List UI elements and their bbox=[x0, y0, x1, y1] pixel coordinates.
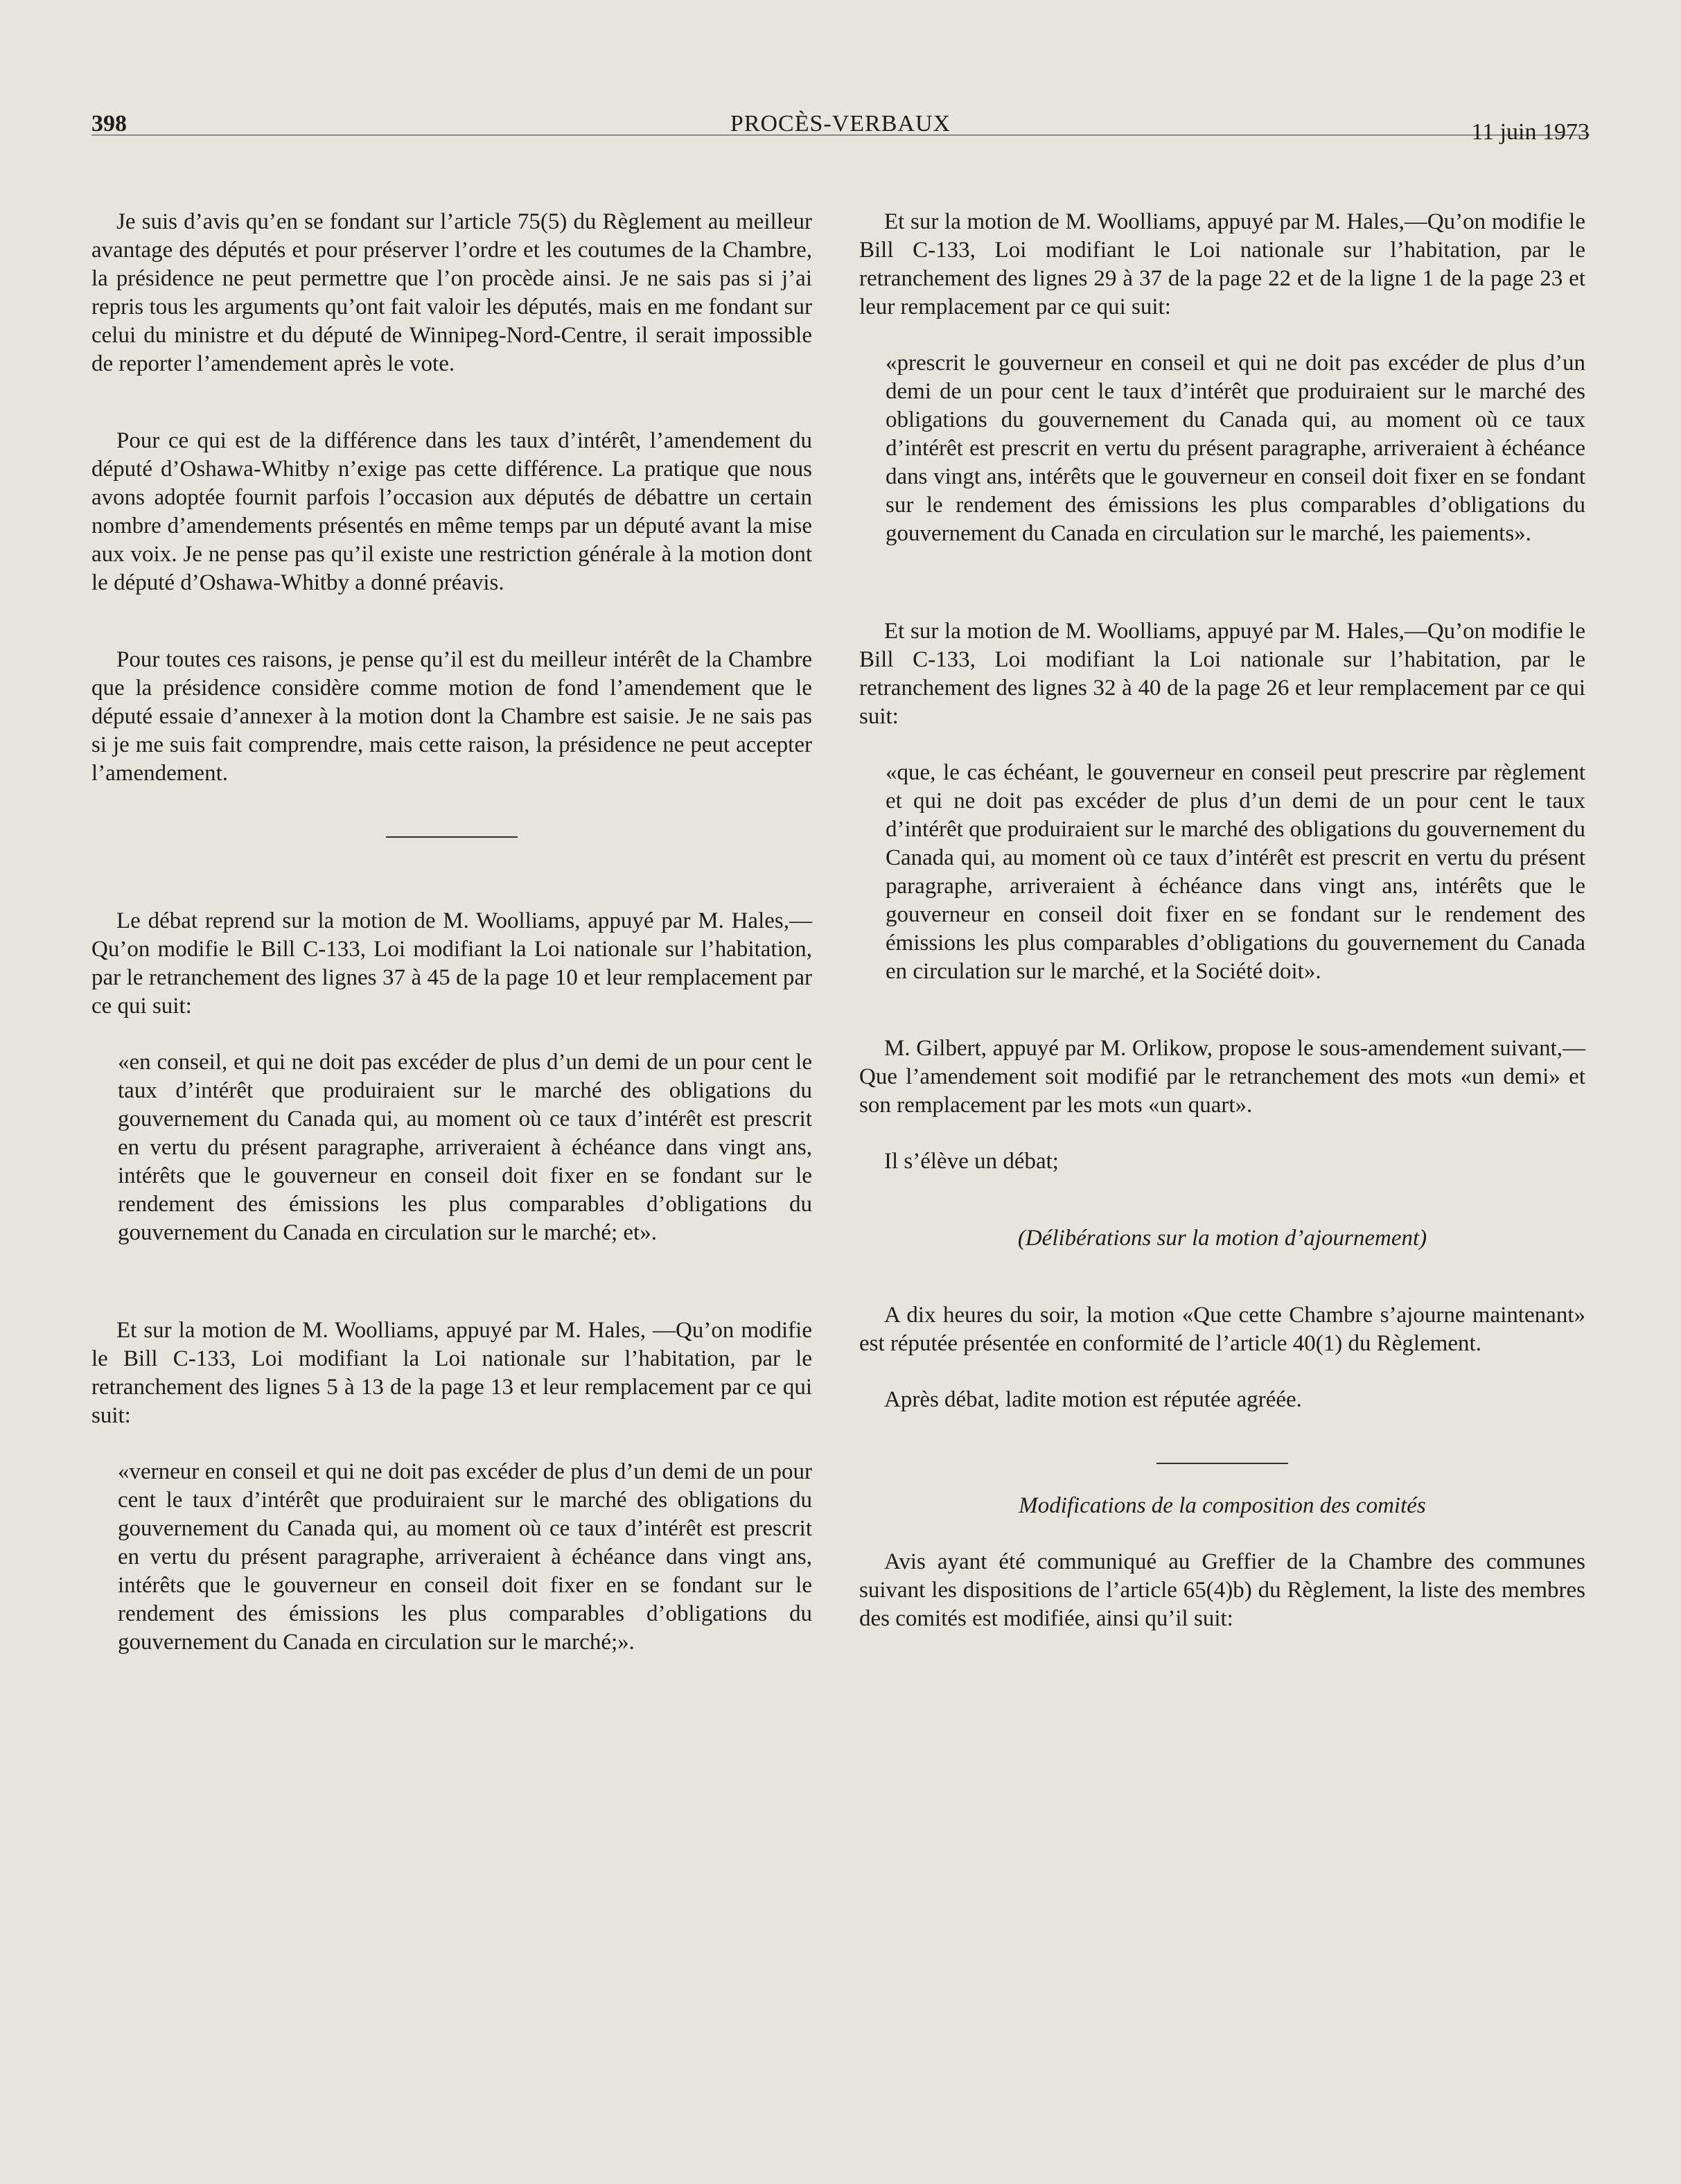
paragraph: M. Gilbert, appuyé par M. Orlikow, propose le sous-amendement suivant,—Que l’amendement soit modifié par le retranchement des mots «un demi» et son remplacement par les mots «un quart». bbox=[859, 1036, 1585, 1118]
page-header bbox=[91, 111, 1590, 152]
paragraph: Pour ce qui est de la différence dans les taux d’intérêt, l’amendement du député d’Oshawa-Whitby n’exige pas cette différence. La pratique que nous avons adoptée fournit parfois l’occasion aux députés de débattre un certain nombre d’amendements présentés en même temps par un député avant la mise aux voix. Je ne pense pas qu’il existe une restriction générale à la motion dont le député d’Oshawa-Whitby a donné préavis. bbox=[91, 428, 812, 595]
section-heading: (Délibérations sur la motion d’ajournement) bbox=[1017, 1226, 1427, 1251]
paragraph: Après débat, ladite motion est réputée agréée. bbox=[884, 1387, 1302, 1412]
paragraph: Avis ayant été communiqué au Greffier de la Chambre des communes suivant les dispositions de l’article 65(4)b) du Règlement, la liste des membres des comités est modifiée, ainsi qu’il suit: bbox=[859, 1549, 1585, 1631]
page-number: 398 bbox=[91, 111, 127, 136]
paragraph: Et sur la motion de M. Woolliams, appuyé par M. Hales,—Qu’on modifie le Bill C-133, Loi modifiant le Loi nationale sur l’habitation, par le retranchement des lignes 29 à 37 de la page 22 et de la ligne 1 de la page 23 et leur remplacement par ce qui suit: bbox=[859, 209, 1585, 319]
paragraph: A dix heures du soir, la motion «Que cette Chambre s’ajourne maintenant» est réputée présentée en conformité de l’article 40(1) du Règlement. bbox=[859, 1303, 1585, 1356]
paragraph: Pour toutes ces raisons, je pense qu’il est du meilleur intérêt de la Chambre que la présidence considère comme motion de fond l’amendement que le député essaie d’annexer à la motion dont la Chambre est saisie. Je ne sais pas si je me suis fait comprendre, mais cette raison, la présidence ne peut accepter l’amendement. bbox=[91, 647, 812, 786]
quoted-amendment: «verneur en conseil et qui ne doit pas excéder de plus d’un demi de un pour cent le taux d’intérêt que produiraient sur le marché des obligations du gouvernement du Canada qui, au moment où ce taux d’intérêt est prescrit en vertu du présent paragraphe, arriveraient à échéance dans vingt ans, intérêts que le gouverneur en conseil doit fixer en se fondant sur le rendement des émissions les plus comparables d’obligations du gouvernement du Canada en circulation sur le marché;». bbox=[118, 1459, 812, 1655]
header-date: 11 juin 1973 bbox=[1471, 119, 1590, 145]
quoted-amendment: «en conseil, et qui ne doit pas excéder de plus d’un demi de un pour cent le taux d’intérêt que produiraient sur le marché des obligations du gouvernement du Canada qui, au moment où ce taux d’intérêt est prescrit en vertu du présent paragraphe, arriveraient à échéance dans vingt ans, intérêts que le gouverneur en conseil doit fixer en se fondant sur le rendement des émissions les plus comparables d’obligations du gouvernement du Canada en circulation sur le marché; et». bbox=[118, 1050, 812, 1245]
paragraph: Il s’élève un débat; bbox=[884, 1149, 1059, 1174]
paragraph: Et sur la motion de M. Woolliams, appuyé par M. Hales, —Qu’on modifie le Bill C-133, Loi modifiant la Loi nationale sur l’habitation, par le retranchement des lignes 5 à 13 de la page 13 et leur remplacement par ce qui suit: bbox=[91, 1318, 812, 1428]
paragraph: Je suis d’avis qu’en se fondant sur l’article 75(5) du Règlement au meilleur avantage des députés et pour préserver l’ordre et les coutumes de la Chambre, la présidence ne peut permettre que l’on procède ainsi. Je ne sais pas si j’ai repris tous les arguments qu’ont fait valoir les députés, mais en me fondant sur celui du ministre et du député de Winnipeg-Nord-Centre, il serait impossible de reporter l’amendement après le vote. bbox=[91, 209, 812, 376]
quoted-amendment: «que, le cas échéant, le gouverneur en conseil peut prescrire par règlement et qui ne doit pas excéder de plus d’un demi de un pour cent le taux d’intérêt que produiraient sur le marché des obligations du gouvernement du Canada qui, au moment où ce taux d’intérêt est prescrit en vertu du présent paragraphe, arriveraient à échéance dans vingt ans, intérêts que le gouverneur en conseil doit fixer en se fondant sur le rendement des émissions les plus comparables d’obligations du gouvernement du Canada en circulation sur le marché, et la Société doit». bbox=[886, 760, 1585, 984]
quoted-amendment: «prescrit le gouverneur en conseil et qui ne doit pas excéder de plus d’un demi de un pour cent le taux d’intérêt que produiraient sur le marché des obligations du gouvernement du Canada qui, au moment où ce taux d’intérêt est prescrit en vertu du présent paragraphe, arriveraient à échéance dans vingt ans, intérêts que le gouverneur en conseil doit fixer en se fondant sur le rendement des émissions les plus comparables d’obligations du gouvernement du Canada en circulation sur le marché, les paiements». bbox=[886, 351, 1585, 546]
paragraph: Et sur la motion de M. Woolliams, appuyé par M. Hales,—Qu’on modifie le Bill C-133, Loi modifiant la Loi nationale sur l’habitation, par le retranchement des lignes 32 à 40 de la page 26 et leur remplacement par ce qui suit: bbox=[859, 619, 1585, 729]
running-title: PROCÈS-VERBAUX bbox=[730, 111, 951, 136]
section-heading: Modifications de la composition des comités bbox=[1019, 1493, 1426, 1518]
paragraph: Le débat reprend sur la motion de M. Woolliams, appuyé par M. Hales,—Qu’on modifie le Bill C-133, Loi modifiant la Loi nationale sur l’habitation, par le retranchement des lignes 37 à 45 de la page 10 et leur remplacement par ce qui suit: bbox=[91, 908, 812, 1019]
left-column bbox=[91, 208, 812, 1657]
right-column bbox=[859, 208, 1585, 1633]
